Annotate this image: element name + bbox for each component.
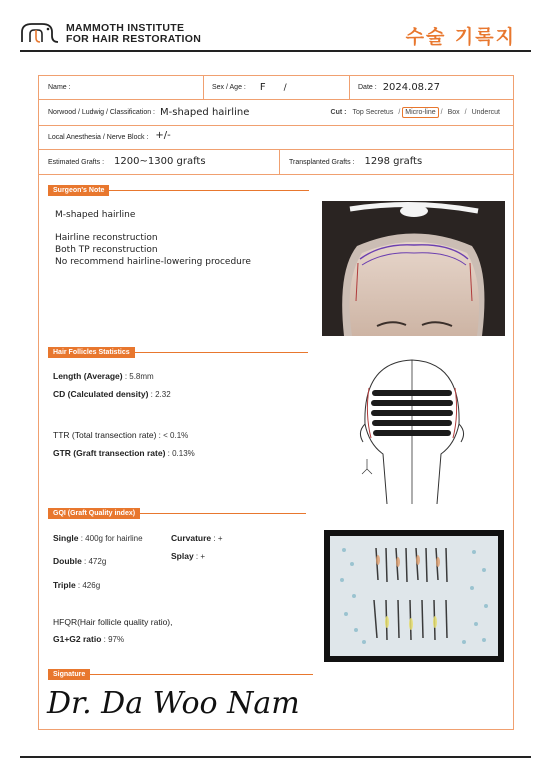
section-follicle-stats-header bbox=[48, 346, 308, 358]
note-line-3: Both TP reconstruction bbox=[55, 245, 158, 255]
name-label: Name : bbox=[48, 84, 71, 91]
hairline-photo bbox=[322, 201, 505, 336]
stat-ttr: TTR (Total transection rate) : < 0.1% bbox=[53, 430, 189, 440]
section-rule bbox=[109, 190, 309, 191]
org-name bbox=[66, 23, 201, 45]
transplanted-grafts-cell bbox=[280, 150, 513, 174]
stat-length: Length (Average) : 5.8mm bbox=[53, 371, 154, 381]
cut-label: Cut : bbox=[330, 109, 347, 116]
row-grafts bbox=[39, 150, 513, 175]
section-surgeons-note-header bbox=[48, 184, 309, 196]
donor-area-diagram bbox=[357, 354, 467, 504]
section-title: Hair Follicles Statistics bbox=[48, 347, 135, 358]
sex-value: F bbox=[259, 82, 266, 93]
estimated-grafts-cell bbox=[39, 150, 279, 174]
date-value: 2024.08.27 bbox=[382, 82, 440, 93]
header-divider bbox=[20, 50, 531, 52]
cut-option-micro-line: Micro-line bbox=[402, 107, 438, 118]
cut-option-undercut: Undercut bbox=[471, 109, 500, 116]
row-anesthesia bbox=[39, 126, 513, 150]
gqi-single: Single : 400g for hairline bbox=[53, 533, 143, 543]
estimated-grafts-value: 1200~1300 grafts bbox=[114, 155, 206, 167]
footer-divider bbox=[20, 756, 531, 758]
doctor-signature: Dr. Da Woo Nam bbox=[47, 686, 300, 721]
section-title: GQI (Graft Quality index) bbox=[48, 508, 140, 519]
org-name-line2: FOR HAIR RESTORATION bbox=[66, 33, 202, 45]
anesthesia-label: Local Anesthesia / Nerve Block : bbox=[48, 134, 149, 141]
sex-age-label: Sex / Age : bbox=[212, 84, 246, 91]
section-title: Surgeon's Note bbox=[48, 185, 109, 196]
row-classification bbox=[39, 100, 513, 126]
gqi-double: Double : 472g bbox=[53, 556, 107, 566]
row-patient-info bbox=[39, 76, 513, 100]
gqi-hfqr: HFQR(Hair follicle quality ratio), bbox=[53, 617, 173, 627]
transplanted-grafts-label: Transplanted Grafts : bbox=[289, 158, 355, 166]
section-rule bbox=[135, 352, 308, 353]
cut-option-top-secretus: Top Secretus bbox=[352, 109, 394, 116]
gqi-triple: Triple : 426g bbox=[53, 580, 101, 590]
date-cell bbox=[350, 76, 513, 99]
anesthesia-cell bbox=[39, 126, 513, 149]
gqi-ratio: G1+G2 ratio : 97% bbox=[53, 634, 125, 644]
note-line-2: Hairline reconstruction bbox=[55, 233, 158, 243]
document-header bbox=[20, 18, 532, 52]
cut-option-box: Box bbox=[447, 109, 460, 116]
classification-cell bbox=[39, 100, 339, 125]
org-name-line1: MAMMOTH INSTITUTE bbox=[66, 22, 185, 34]
gqi-curvature: Curvature : + bbox=[171, 533, 223, 543]
section-gqi-header bbox=[48, 507, 306, 519]
gqi-splay: Splay : + bbox=[171, 551, 206, 561]
date-label: Date : bbox=[358, 84, 377, 91]
graft-samples-photo bbox=[324, 530, 504, 662]
section-title: Signature bbox=[48, 669, 90, 680]
estimated-grafts-label: Estimated Grafts : bbox=[48, 158, 105, 166]
sex-age-cell bbox=[204, 76, 349, 99]
name-cell bbox=[39, 76, 203, 99]
transplanted-grafts-value: 1298 grafts bbox=[364, 155, 423, 167]
section-signature-header bbox=[48, 668, 313, 680]
stat-cd: CD (Calculated density) : 2.32 bbox=[53, 389, 171, 399]
record-form bbox=[38, 75, 514, 730]
age-separator: / bbox=[283, 82, 287, 93]
note-line-4: No recommend hairline-lowering procedure bbox=[55, 257, 251, 267]
document-title: 수술 기록지 bbox=[405, 26, 516, 48]
section-rule bbox=[140, 513, 306, 514]
anesthesia-value: +/- bbox=[155, 130, 171, 141]
classification-label: Norwood / Ludwig / Classification : bbox=[48, 109, 155, 116]
section-rule bbox=[90, 674, 313, 675]
cut-options: Cut : Top Secretus / Micro-line / Box / Undercut bbox=[331, 100, 503, 125]
classification-value: M-shaped hairline bbox=[160, 107, 250, 118]
mammoth-logo-icon bbox=[20, 20, 62, 46]
note-line-1: M-shaped hairline bbox=[55, 210, 136, 220]
stat-gtr: GTR (Graft transection rate) : 0.13% bbox=[53, 448, 195, 458]
